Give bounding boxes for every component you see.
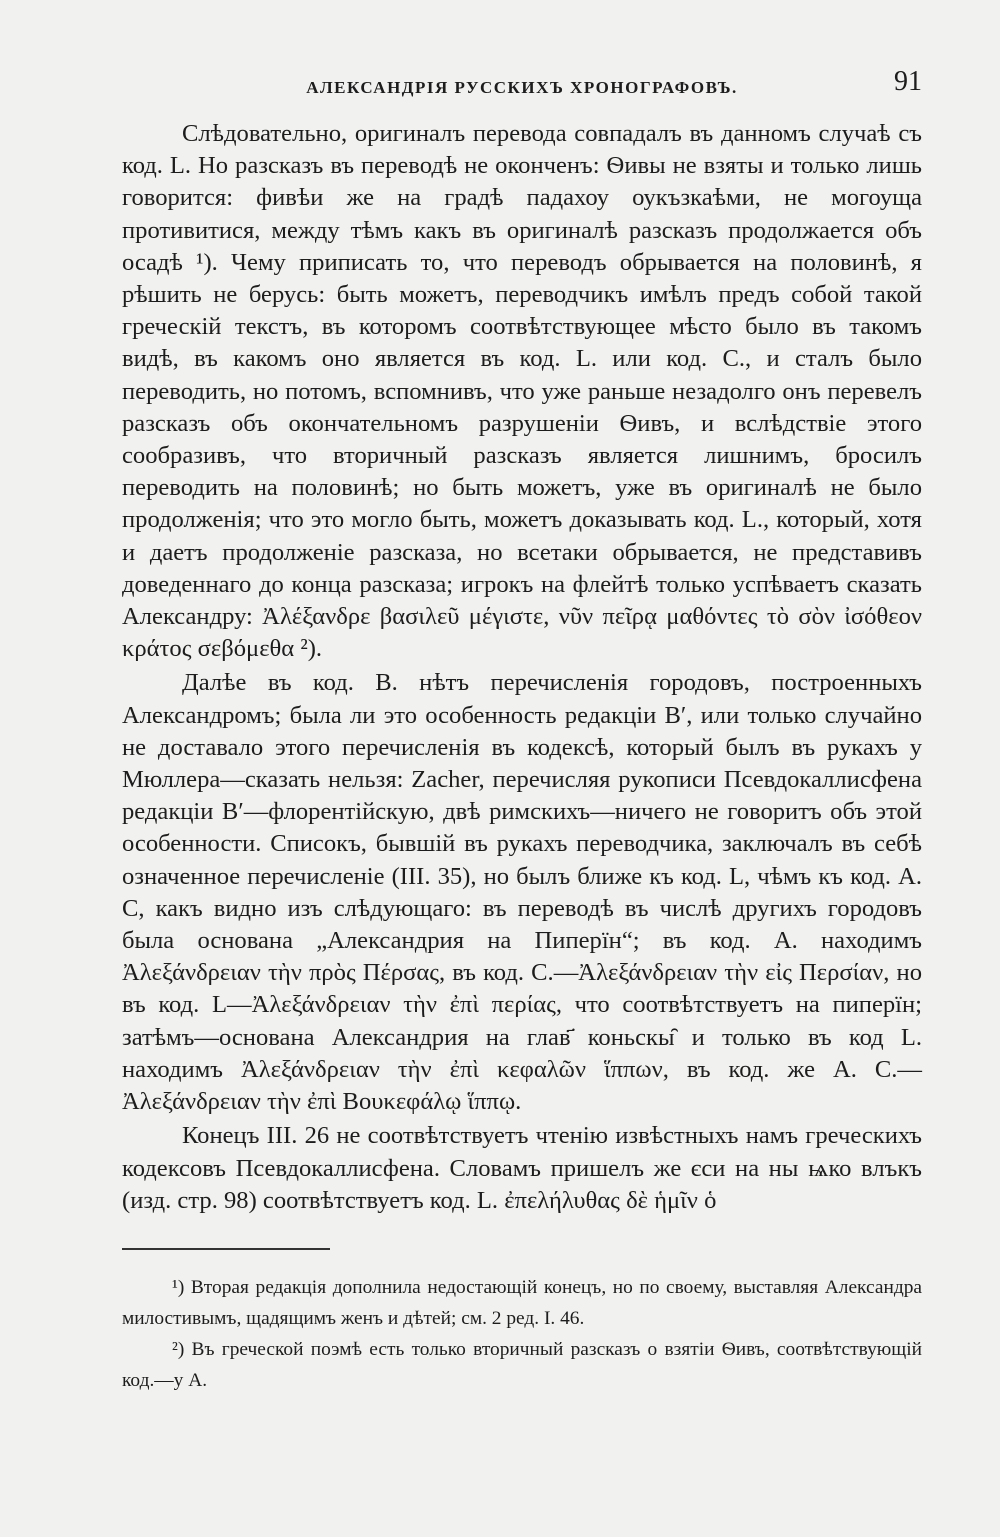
footnote: ²) Въ греческой поэмѣ есть только вторичный разсказъ о взятіи Ѳивъ, соотвѣтствующій код.—у A. (122, 1339, 922, 1391)
footnotes (122, 1272, 922, 1396)
paragraph: Далѣе въ код. B. нѣтъ перечисленія городовъ, построенныхъ Александромъ; была ли это особенность редакціи B′, или только случайно не доставало этого перечисленія въ кодексѣ, который былъ въ рукахъ у Мюллера—сказать нельзя: Zacher, перечисляя рукописи Псевдокаллисфена редакціи B′—флорентійскую, двѣ римскихъ—ничего не говоритъ объ этой особенности. Списокъ, бывшій въ рукахъ переводчика, заключалъ въ себѣ означенное перечисленіе (III. 35), но былъ ближе къ код. L, чѣмъ къ код. A. C, какъ видно изъ слѣдующаго: въ переводѣ въ числѣ другихъ городовъ была основана „Александрия на Пиперїн“; въ код. A. находимъ Ἀλεξάνδρειαν τὴν πρὸς Πέρσας, въ код. C.—Ἀλεξάνδρειαν τὴν εἰς Περσίαν, но въ код. L—Ἀλεξάνδρειαν τὴν ἐπὶ περίας, что соотвѣтствуетъ на пиперїн; затѣмъ—основана Александрия на глав҃ коньскы̑ и только въ код L. находимъ Ἀλεξάνδρειαν τὴν ἐπὶ κεφαλῶν ἵππων, въ код. же A. C.—Ἀλεξάνδρειαν τὴν ἐπὶ Βουκεφάλῳ ἵππῳ. (122, 669, 922, 1116)
running-title: АЛЕКСАНДРІЯ РУССКИХЪ ХРОНОГРАФОВЪ. (306, 78, 738, 97)
footnote: ¹) Вторая редакція дополнила недостающій конецъ, но по своему, выставляя Александра милостивымъ, щадящимъ женъ и дѣтей; см. 2 ред. I. 46. (122, 1277, 922, 1329)
body-text (122, 118, 922, 1217)
paragraph: Конецъ III. 26 не соотвѣтствуетъ чтенію извѣстныхъ намъ греческихъ кодексовъ Псевдокаллисфена. Словамъ пришелъ же єси на ны ѩко влъкъ (изд. стр. 98) соотвѣтствуетъ код. L. ἐπελήλυθας δὲ ἡμῖν ὁ (122, 1122, 922, 1214)
paragraph: Слѣдовательно, оригиналъ перевода совпадалъ въ данномъ случаѣ съ код. L. Но разсказъ въ переводѣ не оконченъ: Ѳивы не взяты и только лишь говорится: фивѣи же на градѣ падахоу оукъзкаѣми, не могоуща противитися, между тѣмъ какъ въ оригиналѣ разсказъ продолжается объ осадѣ ¹). Чему приписать то, что переводъ обрывается на половинѣ, я рѣшить не берусь: быть можетъ, переводчикъ имѣлъ предъ собой такой греческій текстъ, въ которомъ соотвѣтствующее мѣсто было въ такомъ видѣ, въ какомъ оно является въ код. L. или код. C., и сталъ было переводить, но потомъ, вспомнивъ, что уже раньше незадолго онъ перевелъ разсказъ объ окончательномъ разрушеніи Ѳивъ, и вслѣдствіе этого сообразивъ, что вторичный разсказъ является лишнимъ, бросилъ переводить на половинѣ; но быть можетъ, уже въ оригиналѣ не было продолженія; что это могло быть, можетъ доказывать код. L., который, хотя и даетъ продолженіе разсказа, но всетаки обрывается, не представивъ доведеннаго до конца разсказа; игрокъ на флейтѣ только успѣваетъ сказать Александру: Ἀλέξανδρε βασιλεῦ μέγιστε, νῦν πεῖρᾳ μαθόντες τὸ σὸν ἰσόθεον κράτος σεβόμεθα ²). (122, 120, 922, 663)
running-head (122, 62, 922, 102)
footnote-divider (122, 1248, 330, 1250)
page-number: 91 (894, 66, 922, 97)
